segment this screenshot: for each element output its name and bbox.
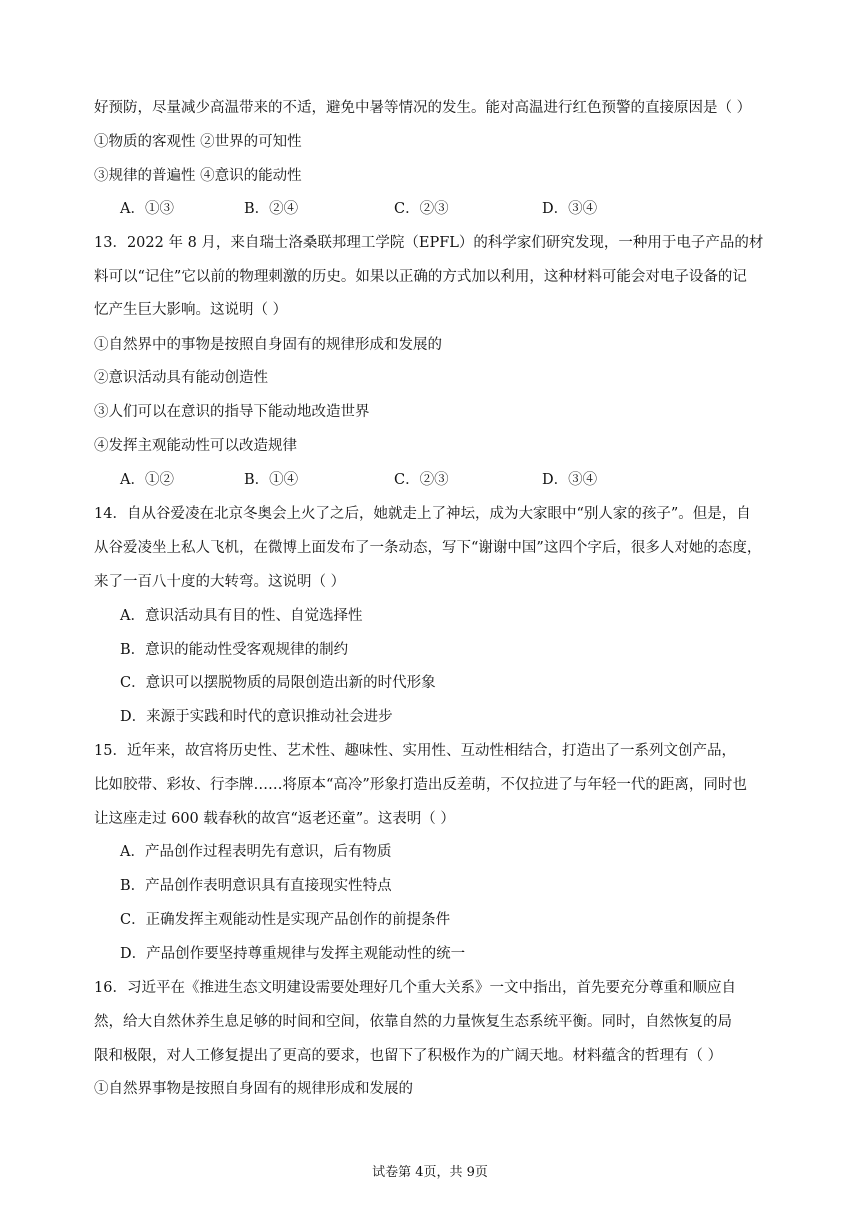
q15-stem-line: 15．近年来，故宫将历史性、艺术性、趣味性、实用性、互动性相结合，打造出了一系列文创产品， bbox=[94, 743, 736, 759]
q15-option-c: C．正确发挥主观能动性是实现产品创作的前提条件 bbox=[120, 912, 451, 928]
page-footer: 试卷第 4页，共 9页 bbox=[372, 1165, 488, 1180]
q13-choice-a: A．①② bbox=[120, 472, 174, 488]
q16-stem-line: 16．习近平在《推进生态文明建设需要处理好几个重大关系》一文中指出，首先要充分尊重和顺应自 bbox=[94, 980, 736, 996]
q14-stem-line: 14．自从谷爱凌在北京冬奥会上火了之后，她就走上了神坛，成为大家眼中“别人家的孩子”。但是，自 bbox=[94, 506, 751, 522]
q12-statement-line: ③规律的普遍性 ④意识的能动性 bbox=[94, 168, 302, 184]
q13-stem-line: 料可以“记住”它以前的物理刺激的历史。如果以正确的方式加以利用，这种材料可能会对电子设备的记 bbox=[94, 269, 747, 285]
q13-choice-b: B．①④ bbox=[244, 472, 299, 488]
q14-stem-line: 来了一百八十度的大转弯。这说明（ ） bbox=[94, 574, 346, 590]
q13-statement: ③人们可以在意识的指导下能动地改造世界 bbox=[94, 404, 370, 420]
q12-choice-a: A．①③ bbox=[120, 201, 174, 217]
q12-choice-b: B．②④ bbox=[244, 201, 299, 217]
q12-stem-line: 好预防，尽量减少高温带来的不适，避免中暑等情况的发生。能对高温进行红色预警的直接原因是（ ） bbox=[94, 100, 752, 116]
q14-option-b: B．意识的能动性受客观规律的制约 bbox=[120, 642, 349, 658]
q13-choice-c: C．②③ bbox=[394, 472, 449, 488]
q15-option-d: D．产品创作要坚持尊重规律与发挥主观能动性的统一 bbox=[120, 946, 466, 962]
q15-stem-line: 比如胶带、彩妆、行李牌……将原本“高冷”形象打造出反差萌，不仅拉进了与年轻一代的距离，同时也 bbox=[94, 777, 747, 793]
q15-stem-line: 让这座走过 600 载春秋的故宫“返老还童”。这表明（ ） bbox=[94, 811, 455, 827]
q13-stem-line: 忆产生巨大影响。这说明（ ） bbox=[94, 302, 288, 318]
q14-option-a: A．意识活动具有目的性、自觉选择性 bbox=[120, 608, 363, 624]
q14-option-d: D．来源于实践和时代的意识推动社会进步 bbox=[120, 709, 393, 725]
q13-statement: ②意识活动具有能动创造性 bbox=[94, 370, 268, 386]
q13-statement: ④发挥主观能动性可以改造规律 bbox=[94, 438, 297, 454]
q13-stem-line: 13．2022 年 8 月，来自瑞士洛桑联邦理工学院（EPFL）的科学家们研究发现，一种用于电子产品的材 bbox=[94, 235, 764, 251]
q16-statement: ①自然界事物是按照自身固有的规律形成和发展的 bbox=[94, 1081, 413, 1097]
q12-statement-line: ①物质的客观性 ②世界的可知性 bbox=[94, 134, 302, 150]
q13-choice-d: D．③④ bbox=[542, 472, 598, 488]
q12-choice-d: D．③④ bbox=[542, 201, 598, 217]
q16-stem-line: 然，给大自然休养生息足够的时间和空间，依靠自然的力量恢复生态系统平衡。同时，自然恢复的局 bbox=[94, 1014, 732, 1030]
q14-stem-line: 从谷爱凌坐上私人飞机，在微博上面发布了一条动态，写下“谢谢中国”这四个字后，很多人对她的态度， bbox=[94, 540, 762, 556]
q15-option-a: A．产品创作过程表明先有意识，后有物质 bbox=[120, 844, 392, 860]
q13-statement: ①自然界中的事物是按照自身固有的规律形成和发展的 bbox=[94, 337, 442, 353]
q16-stem-line: 限和极限，对人工修复提出了更高的要求，也留下了积极作为的广阔天地。材料蕴含的哲理有（ ） bbox=[94, 1048, 723, 1064]
q14-option-c: C．意识可以摆脱物质的局限创造出新的时代形象 bbox=[120, 675, 436, 691]
q12-choice-c: C．②③ bbox=[394, 201, 449, 217]
q15-option-b: B．产品创作表明意识具有直接现实性特点 bbox=[120, 878, 392, 894]
